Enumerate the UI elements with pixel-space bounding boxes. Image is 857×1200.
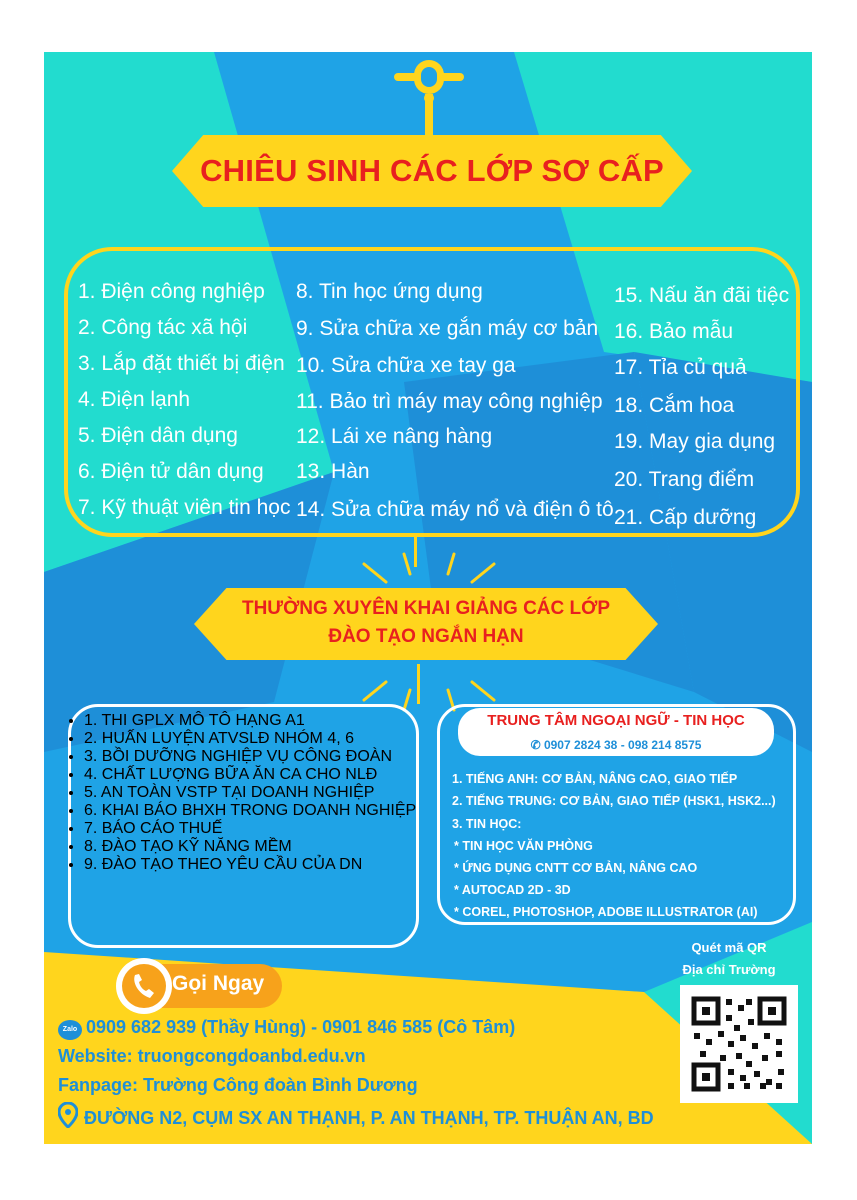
top-ornament-icon — [394, 60, 464, 94]
language-item: * ỨNG DỤNG CNTT CƠ BẢN, NÂNG CAO — [454, 861, 698, 875]
zalo-icon: Zalo — [58, 1020, 82, 1040]
course-item: 1. Điện công nghiệp — [78, 280, 265, 303]
short-course-item: • 7. BÁO CÁO THUẾ — [84, 820, 416, 838]
qr-label-line-1: Quét mã QR — [691, 940, 767, 955]
course-item: 5. Điện dân dụng — [78, 424, 238, 447]
qr-code[interactable] — [680, 985, 798, 1103]
language-item: * COREL, PHOTOSHOP, ADOBE ILLUSTRATOR (AI) — [454, 905, 758, 919]
language-item: * TIN HỌC VĂN PHÒNG — [454, 839, 593, 853]
language-center-title: TRUNG TÂM NGOẠI NGỮ - TIN HỌC — [487, 712, 745, 729]
ornament-stem-icon — [419, 94, 439, 138]
short-course-item: • 1. THI GPLX MÔ TÔ HẠNG A1 — [84, 712, 416, 730]
qr-label-line-2: Địa chỉ Trường — [682, 962, 776, 977]
announcement-line-2: ĐÀO TẠO NGẮN HẠN — [328, 626, 524, 647]
language-item: 1. TIẾNG ANH: CƠ BẢN, NÂNG CAO, GIAO TIẾP — [452, 772, 738, 786]
course-item: 20. Trang điểm — [614, 468, 755, 491]
course-item: 9. Sửa chữa xe gắn máy cơ bản — [296, 317, 599, 340]
language-item: 2. TIẾNG TRUNG: CƠ BẢN, GIAO TIẾP (HSK1, HSK2...) — [452, 794, 776, 808]
short-course-item: • 2. HUẤN LUYỆN ATVSLĐ NHÓM 4, 6 — [84, 730, 416, 748]
location-pin-icon — [58, 1102, 78, 1128]
course-item: 7. Kỹ thuật viên tin học — [78, 496, 291, 519]
language-center-phone — [458, 738, 774, 752]
phone-icon: ✆ — [530, 738, 544, 752]
course-item: 3. Lắp đặt thiết bị điện — [78, 352, 285, 375]
course-item: 17. Tỉa củ quả — [614, 356, 747, 379]
page-title: CHIÊU SINH CÁC LỚP SƠ CẤP — [200, 153, 664, 188]
short-course-item: • 4. CHẤT LƯỢNG BỮA ĂN CA CHO NLĐ — [84, 766, 416, 784]
short-course-item: • 3. BỒI DƯỠNG NGHIỆP VỤ CÔNG ĐOÀN — [84, 748, 416, 766]
short-courses-list — [84, 712, 416, 874]
course-item: 10. Sửa chữa xe tay ga — [296, 354, 516, 377]
short-course-item: • 6. KHAI BÁO BHXH TRONG DOANH NGHIỆP — [84, 802, 416, 820]
course-item: 21. Cấp dưỡng — [614, 506, 757, 529]
course-item: 4. Điện lạnh — [78, 388, 191, 411]
announcement-line-1: THƯỜNG XUYÊN KHAI GIẢNG CÁC LỚP — [241, 598, 611, 619]
course-item: 8. Tin học ứng dụng — [296, 280, 483, 303]
call-icon — [116, 958, 172, 1014]
qr-code-icon — [680, 985, 798, 1103]
course-item: 13. Hàn — [296, 460, 370, 483]
short-course-item: • 5. AN TOÀN VSTP TẠI DOANH NGHIỆP — [84, 784, 416, 802]
course-item: 6. Điện tử dân dụng — [78, 460, 264, 483]
course-item: 15. Nấu ăn đãi tiệc — [614, 284, 790, 307]
fanpage-link[interactable]: Fanpage: Trường Công đoàn Bình Dương — [58, 1075, 418, 1095]
address: ĐƯỜNG N2, CỤM SX AN THẠNH, P. AN THẠNH, TP. THUẬN AN, BD — [84, 1108, 654, 1128]
course-item: 19. May gia dụng — [614, 430, 776, 453]
course-item: 11. Bảo trì máy may công nghiệp — [296, 390, 603, 413]
course-item: 2. Công tác xã hội — [78, 316, 248, 339]
course-item: 14. Sửa chữa máy nổ và điện ô tô — [296, 498, 614, 521]
language-center-phone-number: 0907 2824 38 - 098 214 8575 — [543, 738, 702, 752]
short-course-item: • 9. ĐÀO TẠO THEO YÊU CẦU CỦA DN — [84, 856, 416, 874]
call-now-label[interactable]: Gọi Ngay — [172, 972, 265, 995]
contact-phones[interactable]: 0909 682 939 (Thầy Hùng) - 0901 846 585 (Cô Tâm) — [86, 1017, 516, 1037]
website-link[interactable]: Website: truongcongdoanbd.edu.vn — [58, 1046, 366, 1066]
short-course-item: • 8. ĐÀO TẠO KỸ NĂNG MỀM — [84, 838, 416, 856]
poster — [44, 52, 812, 1144]
course-item: 18. Cắm hoa — [614, 394, 735, 417]
connector-line — [417, 664, 420, 704]
language-item: * AUTOCAD 2D - 3D — [454, 883, 571, 897]
course-item: 12. Lái xe nâng hàng — [296, 425, 493, 448]
language-item: 3. TIN HỌC: — [452, 817, 522, 831]
course-item: 16. Bảo mẫu — [614, 320, 734, 343]
